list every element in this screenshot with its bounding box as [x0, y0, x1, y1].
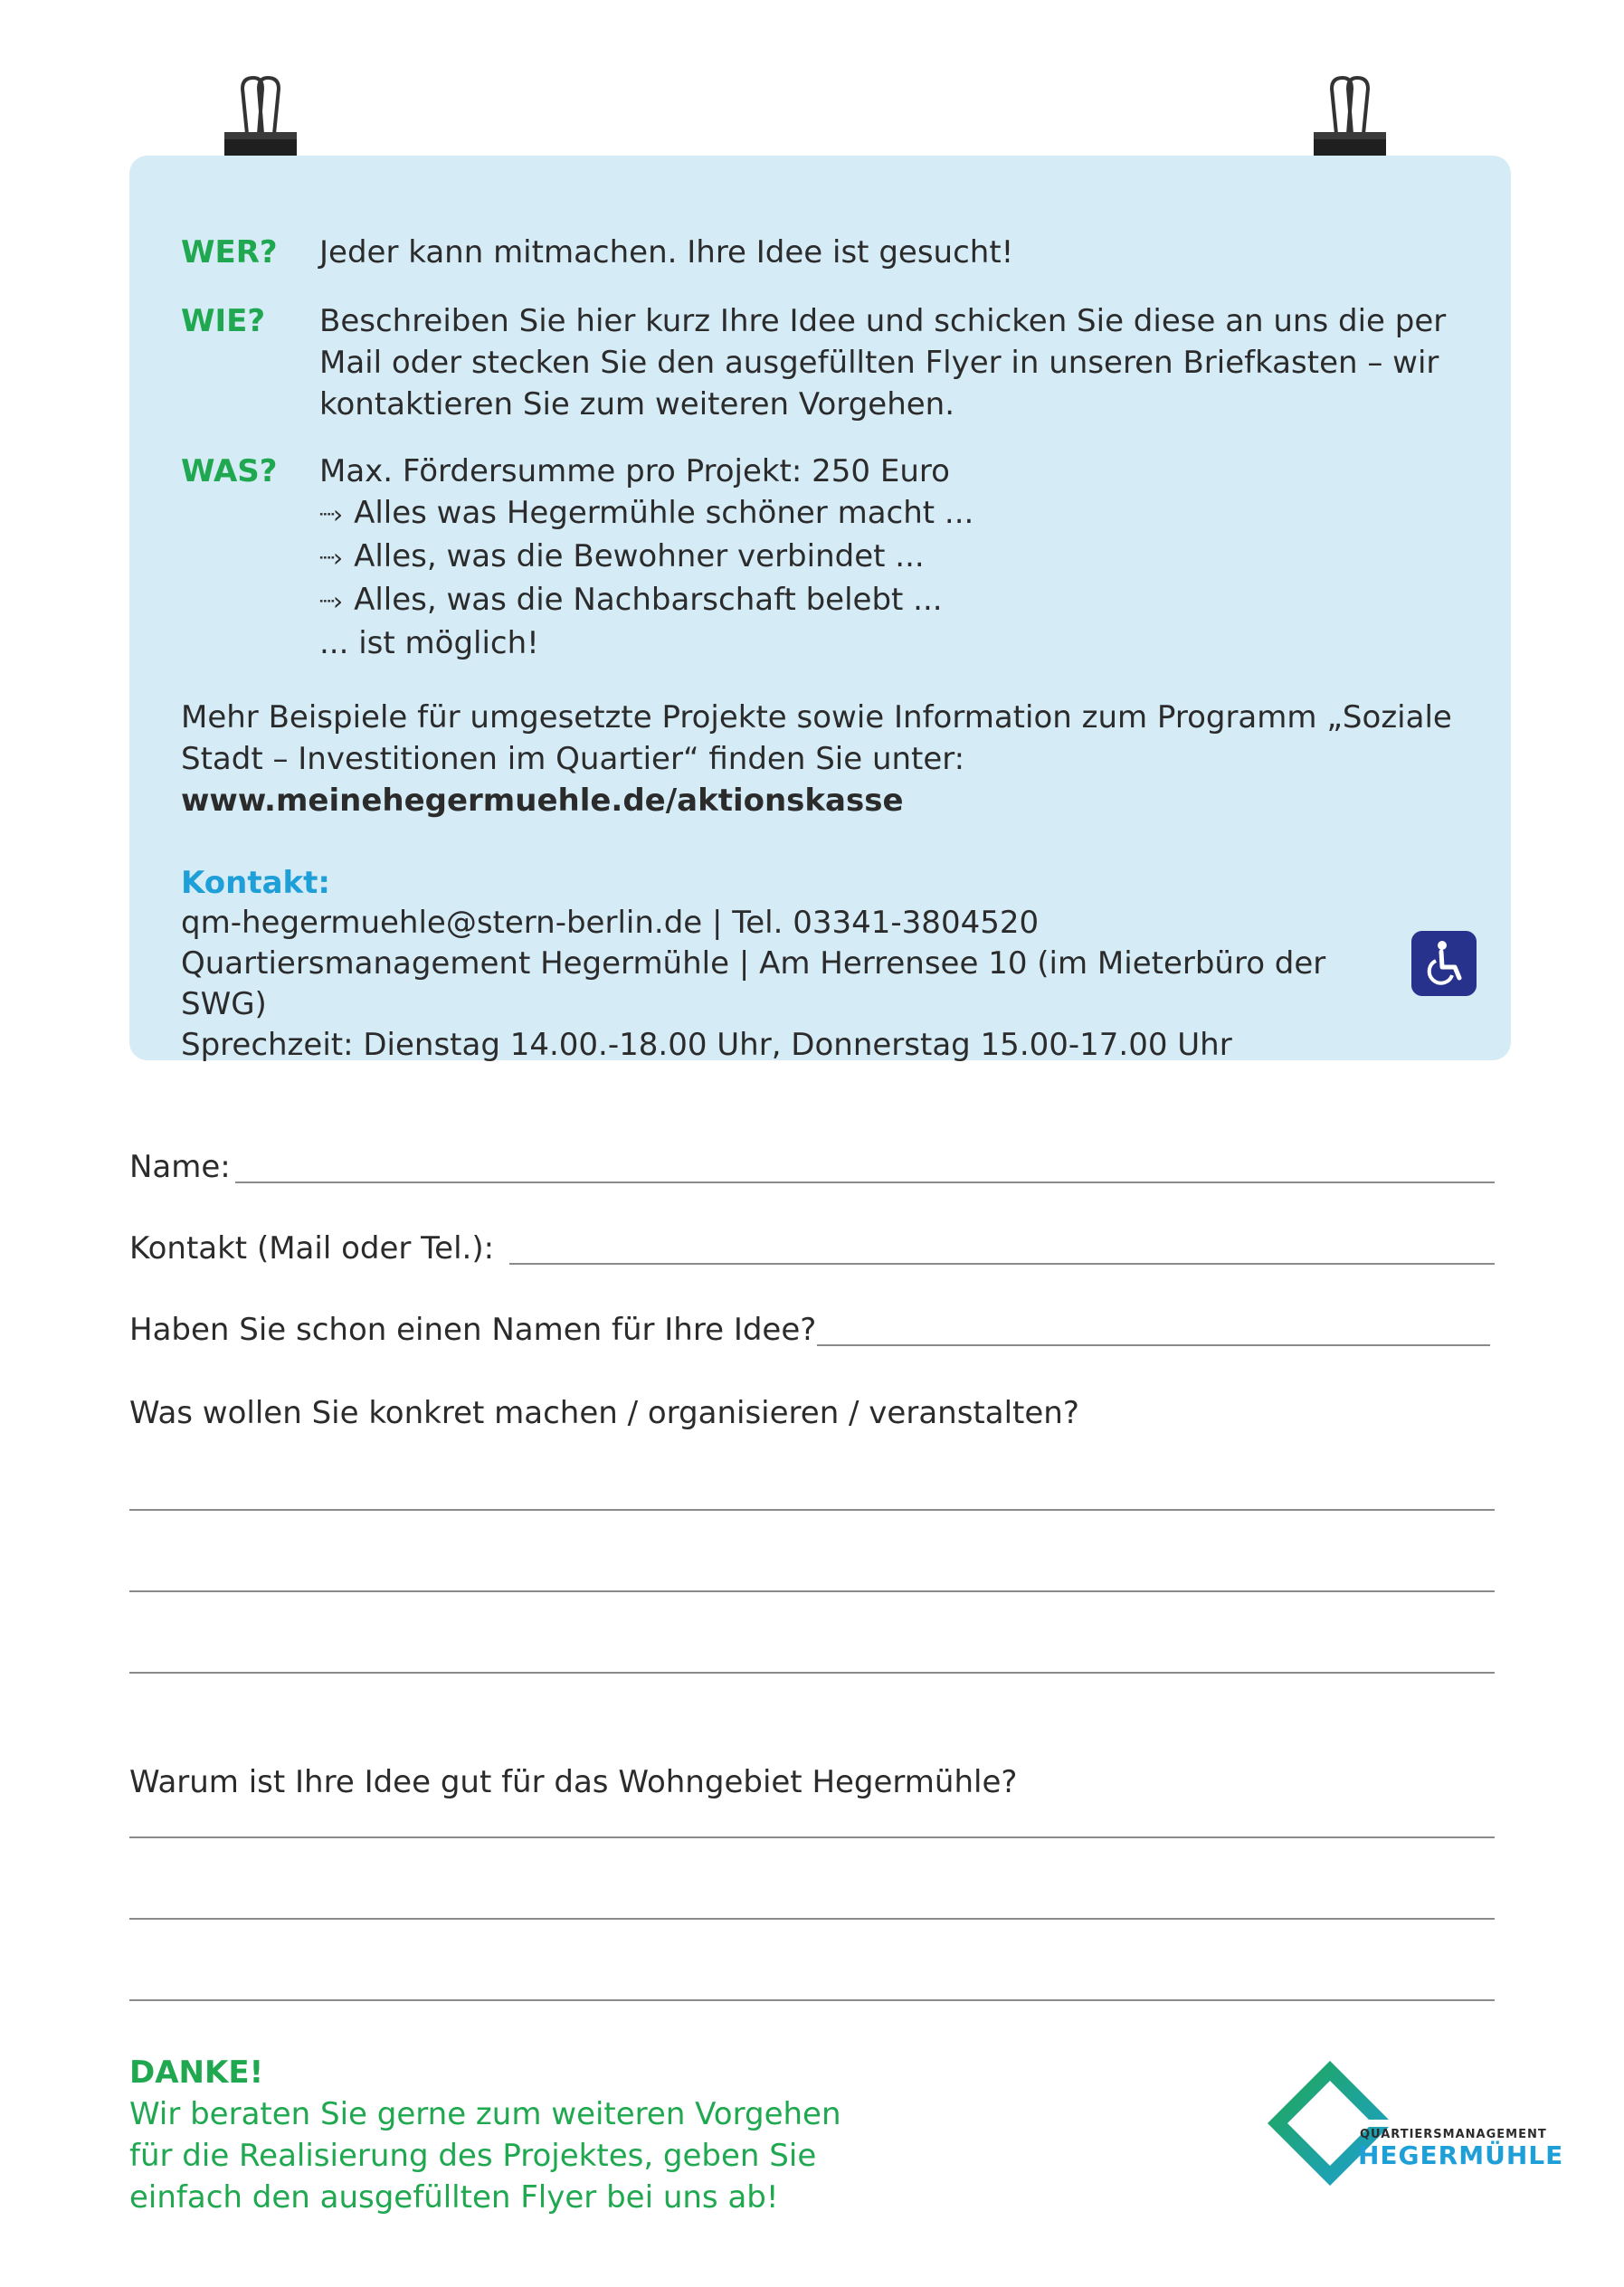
what-input-line[interactable]: [129, 1590, 1495, 1592]
wer-row: [181, 232, 1457, 273]
why-label: Warum ist Ihre Idee gut für das Wohngebiet Hegermühle?: [129, 1764, 1018, 1800]
was-text: [319, 451, 1457, 664]
logo-big-text: HEGERMÜHLE: [1358, 2140, 1564, 2170]
list-item: ┈› Alles, was die Bewohner verbindet ...: [319, 538, 925, 574]
idea-name-label: Haben Sie schon einen Namen für Ihre Idee?: [129, 1312, 817, 1348]
contact-address: Quartiersmanagement Hegermühle | Am Herrensee 10 (im Mieterbüro der SWG): [181, 945, 1326, 1022]
thanks-line: einfach den ausgefüllten Flyer bei uns ab!: [129, 2179, 779, 2216]
info-panel: [129, 156, 1511, 1063]
more-info: [181, 697, 1457, 821]
wer-label: WER?: [181, 234, 278, 270]
more-text: Mehr Beispiele für umgesetzte Projekte sowie Information zum Programm „Soziale Stadt – Investitionen im Quartier“ finden Sie unter:: [181, 699, 1452, 777]
why-input-line[interactable]: [129, 1999, 1495, 2001]
wer-text: Jeder kann mitmachen. Ihre Idee ist gesucht!: [319, 234, 1014, 270]
why-input-line[interactable]: [129, 1918, 1495, 1920]
wie-label: WIE?: [181, 303, 266, 339]
contact-email-phone: qm-hegermuehle@stern-berlin.de | Tel. 03341-3804520: [181, 905, 1040, 941]
what-input-line[interactable]: [129, 1509, 1495, 1511]
thanks-line: Wir beraten Sie gerne zum weiteren Vorgehen: [129, 2096, 841, 2132]
website-link[interactable]: www.meinehegermuehle.de/aktionskasse: [181, 783, 904, 819]
contact-label: Kontakt (Mail oder Tel.):: [129, 1230, 495, 1267]
was-intro: Max. Fördersumme pro Projekt: 250 Euro: [319, 453, 950, 489]
why-input-line[interactable]: [129, 1836, 1495, 1838]
dotted-arrow-icon: ┈›: [319, 586, 342, 616]
contact-hours: Sprechzeit: Dienstag 14.00.-18.00 Uhr, Donnerstag 15.00-17.00 Uhr: [181, 1027, 1232, 1063]
contact-input-line[interactable]: [509, 1263, 1495, 1265]
was-outro: ... ist möglich!: [319, 625, 539, 661]
thanks-block: [129, 2052, 841, 2218]
was-row: [181, 451, 1457, 664]
name-label: Name:: [129, 1149, 231, 1185]
dotted-arrow-icon: ┈›: [319, 543, 342, 573]
contact-title: Kontakt:: [181, 865, 330, 901]
contact-block: [181, 903, 1375, 1066]
list-item: ┈› Alles was Hegermühle schöner macht ...: [319, 495, 974, 531]
what-input-line[interactable]: [129, 1672, 1495, 1674]
wheelchair-accessible-icon: [1411, 931, 1477, 996]
name-input-line[interactable]: [235, 1181, 1495, 1183]
quartiersmanagement-logo: [1262, 2054, 1564, 2212]
dotted-arrow-icon: ┈›: [319, 499, 342, 529]
thanks-heading: DANKE!: [129, 2055, 264, 2091]
was-label: WAS?: [181, 453, 278, 489]
idea-name-input-line[interactable]: [817, 1344, 1490, 1346]
wie-row: [181, 300, 1457, 425]
wie-text: Beschreiben Sie hier kurz Ihre Idee und schicken Sie diese an uns die per Mail oder stecken Sie den ausgefüllten Flyer in unseren Briefkasten – wir kontaktieren Sie zum weiteren Vorgehen.: [319, 303, 1447, 422]
what-label: Was wollen Sie konkret machen / organisieren / veranstalten?: [129, 1395, 1079, 1431]
thanks-line: für die Realisierung des Projektes, geben Sie: [129, 2138, 817, 2174]
list-item: ┈› Alles, was die Nachbarschaft belebt ...: [319, 582, 943, 618]
logo-small-text: QUARTIERSMANAGEMENT: [1360, 2128, 1547, 2141]
